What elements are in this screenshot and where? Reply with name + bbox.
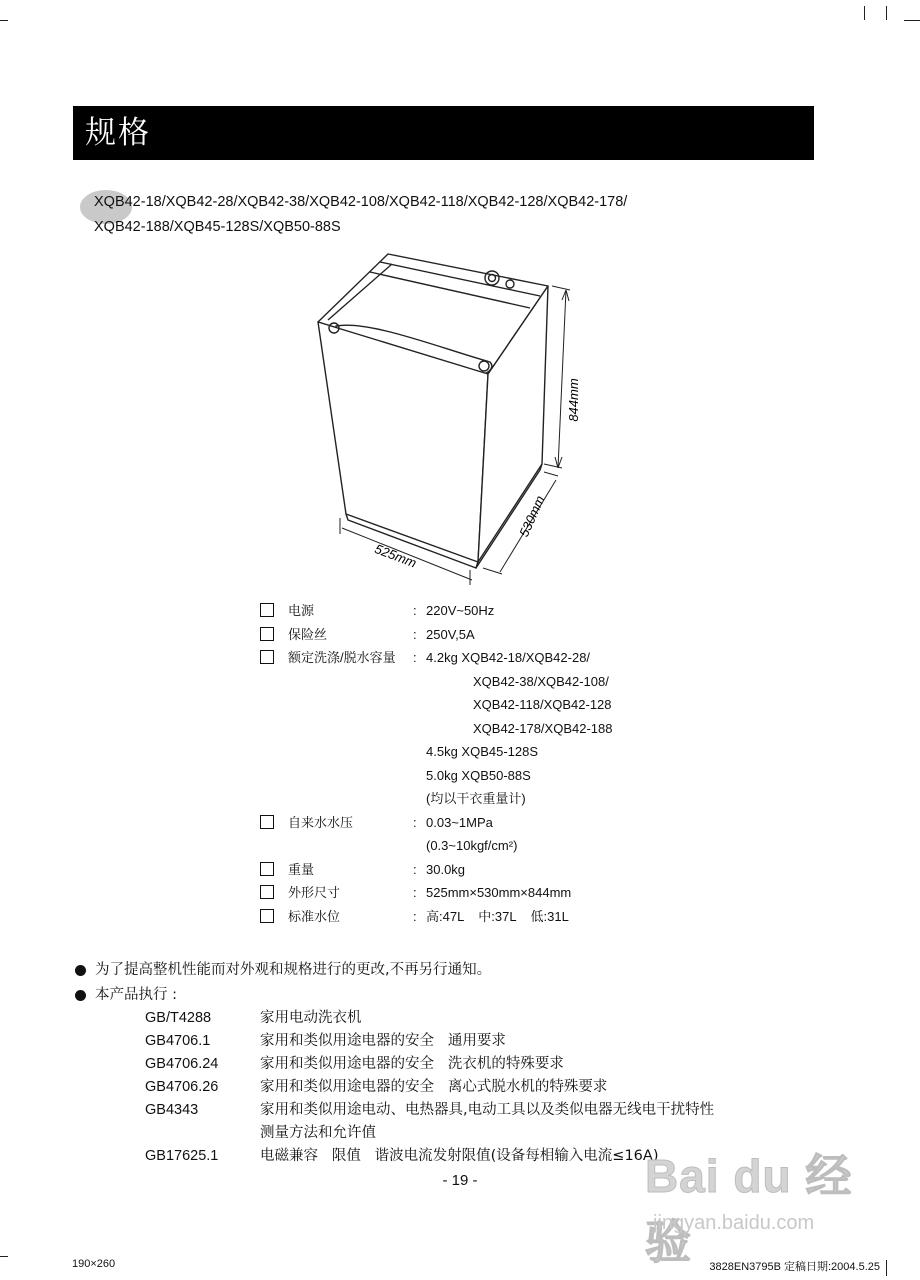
standard-desc: 家用和类似用途电器的安全 离心式脱水机的特殊要求 <box>260 1079 608 1095</box>
spec-checkbox-icon <box>260 885 274 899</box>
spec-row-power <box>258 599 678 623</box>
spec-colon: : <box>413 885 417 900</box>
spec-row-water-pressure-cont <box>258 834 678 858</box>
crop-mark-top-right-2 <box>886 6 887 20</box>
standard-desc: 家用和类似用途电动、电热器具,电动工具以及类似电器无线电干扰特性 <box>260 1102 715 1118</box>
spec-label: 外形尺寸 <box>288 885 341 900</box>
spec-row-capacity-cont <box>258 740 678 764</box>
spec-row-water-level <box>258 905 678 929</box>
spec-colon: : <box>413 814 417 830</box>
standard-row <box>145 1053 835 1076</box>
standard-desc-cont: 测量方法和允许值 <box>260 1125 376 1141</box>
watermark-url: jingyan.baidu.com <box>653 1212 815 1234</box>
crop-mark-bottom-left <box>0 1256 8 1257</box>
washing-machine-diagram <box>300 250 600 585</box>
height-dimension-line <box>544 286 570 468</box>
spec-checkbox-icon <box>260 815 274 829</box>
spec-row-capacity-cont <box>258 764 678 788</box>
spec-list <box>258 599 678 928</box>
note-item <box>75 958 491 983</box>
spec-row-dimensions <box>258 881 678 905</box>
spec-value: 525mm×530mm×844mm <box>426 885 572 900</box>
spec-row-capacity-cont <box>258 670 678 694</box>
bullet-icon <box>75 965 86 976</box>
spec-value: 4.5kg XQB45-128S <box>426 744 539 759</box>
spec-colon: : <box>413 650 417 665</box>
standard-row <box>145 1007 835 1030</box>
spec-colon: : <box>413 908 417 924</box>
spec-checkbox-icon <box>260 909 274 923</box>
spec-colon: : <box>413 626 417 642</box>
spec-checkbox-icon <box>260 627 274 641</box>
model-line-2: XQB42-188/XQB45-128S/XQB50-88S <box>94 219 341 235</box>
standard-code: GB/T4288 <box>145 1010 212 1026</box>
spec-row-capacity-note <box>258 787 678 811</box>
standard-code: GB4706.26 <box>145 1079 219 1095</box>
spec-row-weight <box>258 858 678 882</box>
notes-list <box>75 958 491 1008</box>
crop-mark-top-right-3 <box>904 20 920 21</box>
spec-value: 高:47L 中:37L 低:31L <box>426 908 569 924</box>
crop-mark-bottom-right <box>886 1260 887 1276</box>
spec-value: 250V,5A <box>426 626 475 642</box>
crop-mark-top-right-1 <box>864 6 865 20</box>
bullet-icon <box>75 990 86 1001</box>
standard-code: GB17625.1 <box>145 1148 219 1164</box>
standard-code: GB4343 <box>145 1102 199 1118</box>
width-label: 525mm <box>372 541 419 571</box>
page-number: - 19 - <box>442 1172 478 1189</box>
spec-checkbox-icon <box>260 603 274 617</box>
spec-row-capacity <box>258 646 678 670</box>
standard-desc: 家用和类似用途电器的安全 洗衣机的特殊要求 <box>260 1056 564 1072</box>
spec-value: (0.3~10kgf/cm²) <box>426 838 518 853</box>
footer-size: 190×260 <box>72 1258 116 1270</box>
spec-value: 5.0kg XQB50-88S <box>426 767 531 783</box>
spec-value: XQB42-38/XQB42-108/ <box>473 673 609 689</box>
note-text: 本产品执行 : <box>95 987 177 1003</box>
spec-label: 重量 <box>288 861 315 877</box>
spec-label: 保险丝 <box>288 626 328 642</box>
watermark-logo: Bai du 经验 <box>645 1150 853 1268</box>
spec-value: (均以干衣重量计) <box>426 791 526 806</box>
standard-code: GB4706.1 <box>145 1033 211 1049</box>
spec-value: 30.0kg <box>426 861 466 877</box>
standard-row <box>145 1099 835 1145</box>
standard-desc: 家用和类似用途电器的安全 通用要求 <box>260 1033 506 1049</box>
spec-value: 0.03~1MPa <box>426 814 493 830</box>
spec-label: 电源 <box>288 603 315 618</box>
spec-value: 220V~50Hz <box>426 603 495 618</box>
depth-label: 530mm <box>516 493 548 540</box>
standard-desc: 家用电动洗衣机 <box>260 1010 362 1026</box>
spec-value: XQB42-118/XQB42-128 <box>473 697 612 712</box>
model-line-1: XQB42-18/XQB42-28/XQB42-38/XQB42-108/XQB42-118/XQB42-128/XQB42-178/ <box>94 194 628 210</box>
spec-value: XQB42-178/XQB42-188 <box>473 720 613 736</box>
spec-checkbox-icon <box>260 650 274 664</box>
standard-row <box>145 1030 835 1053</box>
spec-row-water-pressure <box>258 811 678 835</box>
spec-label: 额定洗涤/脱水容量 <box>288 650 396 665</box>
spec-colon: : <box>413 603 417 618</box>
footer-doc-info: 3828EN3795B 定稿日期:2004.5.25 <box>709 1261 880 1273</box>
spec-label: 自来水水压 <box>288 814 354 830</box>
standard-code: GB4706.24 <box>145 1056 219 1072</box>
note-text: 为了提高整机性能而对外观和规格进行的更改,不再另行通知。 <box>95 962 492 978</box>
spec-value: 4.2kg XQB42-18/XQB42-28/ <box>426 650 591 665</box>
section-title-bar <box>73 106 814 160</box>
note-item <box>75 983 491 1008</box>
standard-desc: 电磁兼容 限值 谐波电流发射限值(设备每相输入电流≤16A) <box>260 1148 659 1164</box>
crop-mark-top-left <box>0 20 8 21</box>
standard-row <box>145 1076 835 1099</box>
spec-checkbox-icon <box>260 862 274 876</box>
spec-row-fuse <box>258 623 678 647</box>
spec-colon: : <box>413 861 417 877</box>
model-list <box>80 190 840 240</box>
spec-row-capacity-cont <box>258 717 678 741</box>
spec-label: 标准水位 <box>288 908 341 924</box>
page-title: 规格 <box>85 115 151 151</box>
height-label: 844mm <box>566 378 581 422</box>
spec-row-capacity-cont <box>258 693 678 717</box>
